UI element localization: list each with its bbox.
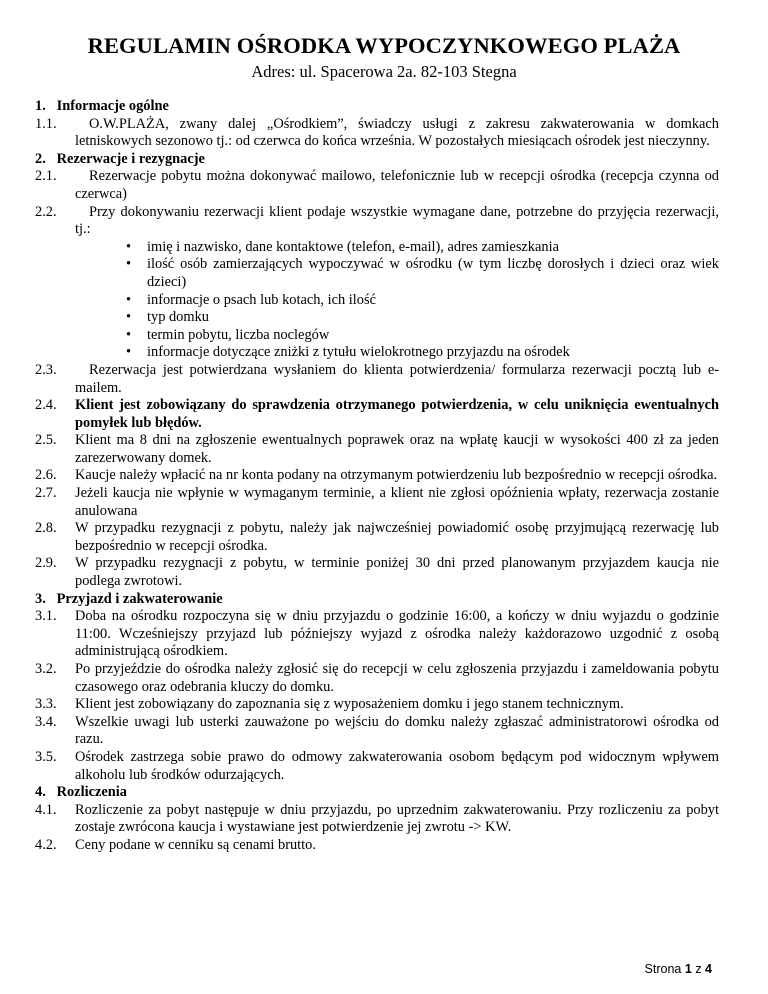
paragraph-number: 2.4. xyxy=(35,397,57,414)
paragraph-4-2 xyxy=(35,837,719,855)
paragraph-number: 2.7. xyxy=(35,485,57,502)
paragraph-3-3 xyxy=(35,696,719,714)
paragraph-number: 3.5. xyxy=(35,748,57,765)
page-separator: z xyxy=(695,962,702,976)
paragraph-3-5 xyxy=(35,749,719,784)
paragraph-2-1 xyxy=(35,168,719,203)
paragraph-3-2 xyxy=(35,661,719,696)
paragraph-text: W przypadku rezygnacji z pobytu, należy jak najwcześniej powiadomić osobę przyjmującą rezerwację lub bezpośrednio w recepcji ośrodka. xyxy=(75,520,719,554)
paragraph-text-bold: Klient jest zobowiązany do sprawdzenia otrzymanego potwierdzenia, w celu uniknięcia ewentualnych pomyłek lub błędów. xyxy=(75,397,719,431)
paragraph-4-1 xyxy=(35,802,719,837)
paragraph-number: 3.2. xyxy=(35,661,57,677)
document-address: Adres: ul. Spacerowa 2a. 82-103 Stegna xyxy=(251,62,517,81)
paragraph-text: W przypadku rezygnacji z pobytu, w terminie poniżej 30 dni przed planowanym przyjazdem kaucja nie podlega zwrotowi. xyxy=(75,555,719,590)
paragraph-number: 4.1. xyxy=(35,801,57,818)
paragraph-text: Przy dokonywaniu rezerwacji klient podaje wszystkie wymagane dane, potrzebne do przyjęcia rezerwacji, tj.: xyxy=(75,203,719,238)
paragraph-2-3 xyxy=(35,362,719,397)
paragraph-2-4 xyxy=(35,397,719,432)
list-item: • ilość osób zamierzających wypoczywać w ośrodku (w tym liczbę dorosłych i dzieci oraz wiek dzieci) xyxy=(126,256,719,290)
paragraph-number: 2.6. xyxy=(35,467,57,484)
section-heading-4 xyxy=(35,784,719,802)
paragraph-text: Wszelkie uwagi lub usterki zauważone po wejściu do domku należy zgłaszać administratorowi ośrodka od razu. xyxy=(75,713,719,748)
bullet-icon: • xyxy=(126,291,132,308)
paragraph-text: Jeżeli kaucja nie wpłynie w wymaganym terminie, a klient nie zgłosi opóźnienia wpłaty, rezerwacja zostanie anulowana xyxy=(75,485,719,519)
paragraph-text: Doba na ośrodku rozpoczyna się w dniu przyjazdu o godzinie 16:00, a kończy w dniu wyjazdu o godzinie 11:00. Wcześniejszy przyjazd lub późniejszy wyjazd z ośrodka należy każdorazowo uzgodnić z osobą administrującą ośrodkiem. xyxy=(75,608,719,660)
section-heading-1 xyxy=(35,98,719,116)
paragraph-text: Ceny podane w cenniku są cenami brutto. xyxy=(75,836,316,853)
total-pages-number: 4 xyxy=(705,962,712,976)
section-title: Rozliczenia xyxy=(56,784,127,801)
document-body xyxy=(35,98,719,855)
paragraph-text: Kaucje należy wpłacić na nr konta podany na otrzymanym potwierdzeniu lub bezpośrednio w recepcji ośrodka. xyxy=(75,467,718,484)
section-number: 1. xyxy=(35,98,46,114)
paragraph-2-6 xyxy=(35,467,719,485)
paragraph-number: 3.4. xyxy=(35,713,57,730)
paragraph-number: 2.1. xyxy=(35,168,57,185)
required-data-list xyxy=(35,239,719,362)
paragraph-2-8 xyxy=(35,520,719,555)
paragraph-number: 2.9. xyxy=(35,555,57,572)
paragraph-text: Klient jest zobowiązany do zapoznania się z wyposażeniem domku i jego stanem technicznym. xyxy=(75,696,624,713)
section-title: Informacje ogólne xyxy=(56,98,169,114)
current-page-number: 1 xyxy=(684,962,692,976)
document-title: REGULAMIN OŚRODKA WYPOCZYNKOWEGO PLAŻA xyxy=(87,33,681,58)
section-heading-2 xyxy=(35,151,719,169)
paragraph-2-9 xyxy=(35,555,719,590)
paragraph-3-1 xyxy=(35,608,719,661)
paragraph-text: Rozliczenie za pobyt następuje w dniu przyjazdu, po uprzednim zakwaterowaniu. Przy rozliczeniu za pobyt zostaje zwrócona kaucja i wystawiane jest potwierdzenie jej zwrotu -> KW. xyxy=(75,801,719,836)
paragraph-number: 2.3. xyxy=(35,361,57,378)
section-title: Przyjazd i zakwaterowanie xyxy=(56,590,223,607)
section-title: Rezerwacje i rezygnacje xyxy=(56,150,205,167)
list-item: • typ domku xyxy=(126,309,209,326)
paragraph-text: Klient ma 8 dni na zgłoszenie ewentualnych poprawek oraz na wpłatę kaucji w wysokości 400 zł za jeden zarezerwowany domek. xyxy=(75,432,719,466)
paragraph-1-1 xyxy=(35,116,719,151)
section-heading-3 xyxy=(35,591,719,609)
list-item: • informacje o psach lub kotach, ich ilość xyxy=(126,291,376,308)
paragraph-number: 2.5. xyxy=(35,432,57,449)
paragraph-number: 1.1. xyxy=(35,115,57,132)
bullet-icon: • xyxy=(126,326,132,343)
paragraph-2-7 xyxy=(35,485,719,520)
section-number: 3. xyxy=(35,590,46,607)
bullet-icon: • xyxy=(126,344,132,361)
paragraph-number: 3.3. xyxy=(35,696,57,713)
section-number: 2. xyxy=(35,150,46,167)
paragraph-text: O.W.PLAŻA, zwany dalej „Ośrodkiem”, świadczy usługi z zakresu zakwaterowania w domkach letniskowych sezonowo tj.: od czerwca do końca września. W pozostałych miesiącach ośrodek jest nieczynny. xyxy=(75,115,719,150)
bullet-icon: • xyxy=(126,309,132,326)
paragraph-number: 3.1. xyxy=(35,608,57,625)
paragraph-text: Po przyjeździe do ośrodka należy zgłosić się do recepcji w celu zgłoszenia przyjazdu i zameldowania pobytu czasowego oraz odebrania kluczy do domku. xyxy=(75,661,719,695)
paragraph-3-4 xyxy=(35,714,719,749)
paragraph-number: 2.8. xyxy=(35,520,57,537)
paragraph-number: 4.2. xyxy=(35,836,57,853)
page-label: Strona xyxy=(644,962,682,976)
paragraph-text: Rezerwacja jest potwierdzana wysłaniem do klienta potwierdzenia/ formularza rezerwacji pocztą lub e-mailem. xyxy=(75,361,719,396)
list-item: • imię i nazwisko, dane kontaktowe (telefon, e-mail), adres zamieszkania xyxy=(126,238,559,255)
paragraph-2-5 xyxy=(35,432,719,467)
paragraph-text: Ośrodek zastrzega sobie prawo do odmowy zakwaterowania osobom będącym pod widocznym wpływem alkoholu lub środków odurzających. xyxy=(75,748,719,783)
list-item: • informacje dotyczące zniżki z tytułu wielokrotnego przyjazdu na ośrodek xyxy=(126,344,570,361)
page-footer xyxy=(645,962,712,976)
paragraph-2-2 xyxy=(35,204,719,239)
bullet-icon: • xyxy=(126,256,132,273)
list-item: • termin pobytu, liczba noclegów xyxy=(126,326,330,343)
section-number: 4. xyxy=(35,784,46,801)
bullet-icon: • xyxy=(126,238,132,255)
paragraph-text: Rezerwacje pobytu można dokonywać mailowo, telefonicznie lub w recepcji ośrodka (recepcja czynna od czerwca) xyxy=(75,168,719,202)
paragraph-number: 2.2. xyxy=(35,203,57,220)
